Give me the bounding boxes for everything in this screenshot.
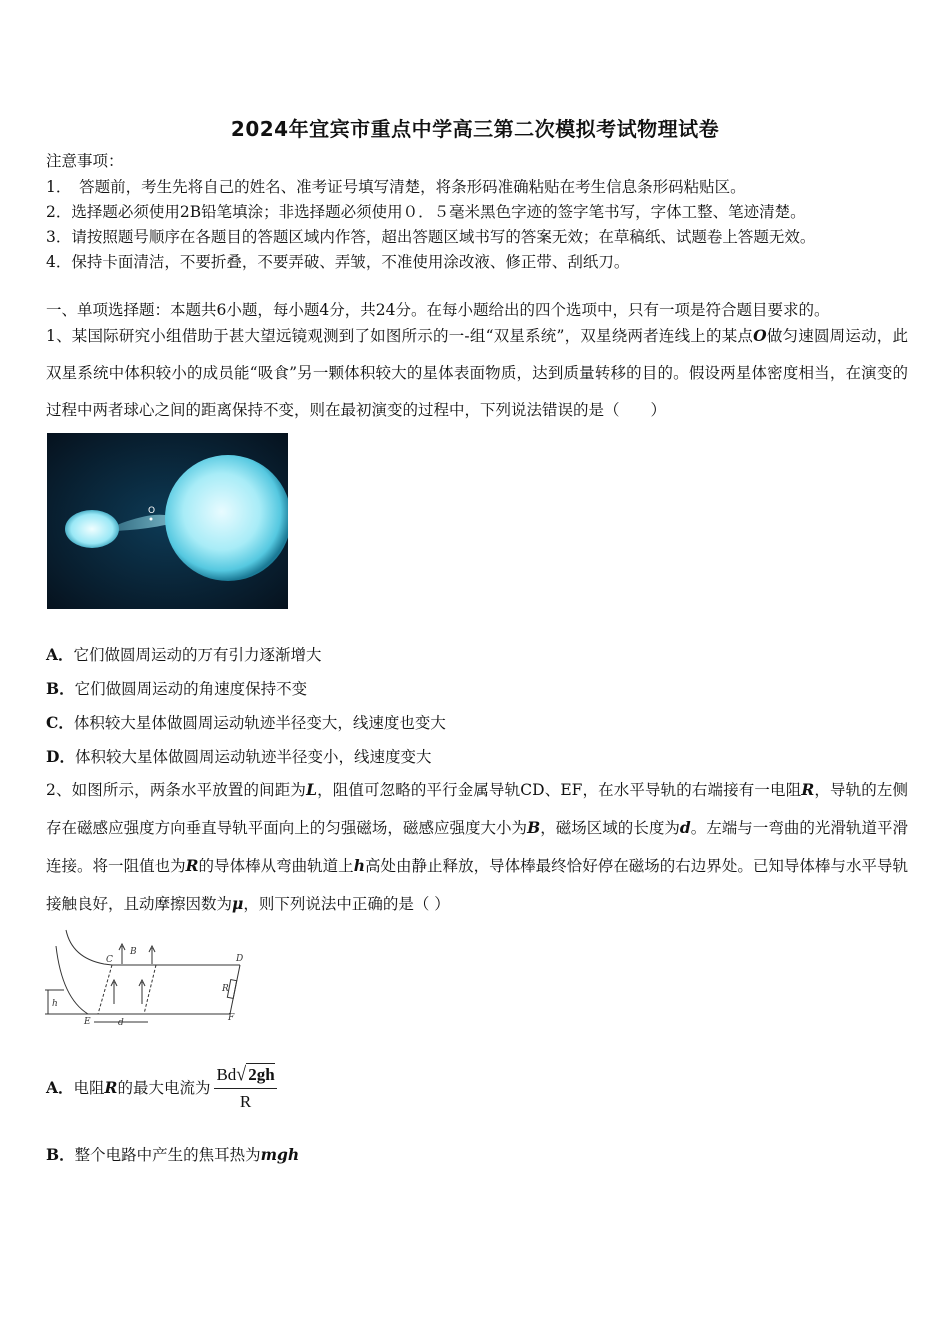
q2-stem-4: ，磁场区域的长度为 [540,819,680,837]
q1-stem-part-a: 1、某国际研究小组借助于甚大望远镜观测到了如图所示的一-组“双星系统”，双星绕两者连线上的某点 [46,327,754,345]
center-point-dot [150,518,153,521]
q2-option-b-var: mgh [260,1145,300,1164]
q1-option-c-letter: C． [46,713,74,732]
rail-circuit-diagram [44,928,250,1028]
q2-option-b-letter: B． [46,1145,75,1164]
q1-option-d-letter: D． [46,747,75,766]
binary-star-image [47,433,288,609]
numerator-sqrt: 2gh [248,1065,275,1084]
notice-item-2: 2．选择题必须使用2B铅笔填涂；非选择题必须使用０．５毫米黑色字迹的签字笔书写，字体工整、笔迹清楚。 [46,203,806,221]
fraction-denominator: R [239,1092,252,1111]
small-star [65,510,119,548]
large-star [165,455,288,581]
q2-option-a-text-1: 电阻 [73,1079,105,1097]
fraction-numerator [214,1063,276,1089]
q1-option-b-text: 它们做圆周运动的角速度保持不变 [74,680,308,698]
label-b: B [130,947,137,957]
question-1-stem [46,317,908,429]
label-r: R [222,984,229,994]
numerator-bd: Bd [216,1065,237,1084]
q2-stem-1: 2、如图所示，两条水平放置的间距为 [46,781,307,799]
label-e: E [84,1017,91,1027]
q2-var-r2: R [185,856,199,875]
label-d-length: d [118,1018,124,1028]
section-heading: 一、单项选择题：本题共6小题，每小题4分，共24分。在每小题给出的四个选项中，只有一项是符合题目要求的。 [46,301,830,319]
field-boundary-right [144,965,156,1014]
q2-var-mu: μ [232,894,244,913]
label-h: h [52,999,58,1009]
q1-option-a-text: 它们做圆周运动的万有引力逐渐增大 [73,646,322,664]
max-current-fraction [214,1063,276,1113]
center-point-label: O [148,506,156,516]
q2-stem-5: 。左端与一弯曲的光滑轨道平滑连接。将一阻值也为 [46,819,908,875]
q2-option-a[interactable] [46,1063,277,1113]
notice-item-1: 1． 答题前，考生先将自己的姓名、准考证号填写清楚，将条形码准确粘贴在考生信息条形码粘贴区。 [46,178,746,196]
notice-item-4: 4．保持卡面清洁，不要折叠，不要弄破、弄皱，不准使用涂改液、修正带、刮纸刀。 [46,253,630,271]
q2-var-l: L [306,780,317,799]
label-d-point: D [236,954,244,964]
q1-option-a-letter: A． [46,645,74,664]
q2-var-d: d [679,818,691,837]
q1-option-b-letter: B． [46,679,75,698]
q2-stem-7: 高处由静止释放，导体棒最终恰好停在磁场的右边界处。已知导体棒与水平导轨接触良好，且动摩擦因数为 [46,857,908,913]
q2-stem-2: ，阻值可忽略的平行金属导轨CD、EF，在水平导轨的右端接有一电阻 [316,781,802,799]
q1-option-c-text: 体积较大星体做圆周运动轨迹半径变大，线速度也变大 [73,714,446,732]
notice-item-3: 3．请按照题号顺序在各题目的答题区域内作答，超出答题区域书写的答案无效；在草稿纸、试题卷上答题无效。 [46,228,816,246]
q1-option-a[interactable] [46,643,322,665]
field-boundary-left [98,965,112,1014]
q2-option-a-text-2: 的最大电流为 [117,1079,211,1097]
q1-option-d-text: 体积较大星体做圆周运动轨迹半径变小，线速度变大 [74,748,432,766]
q1-option-d[interactable] [46,745,431,767]
q1-stem-part-b: 做匀速圆周运动，此双星系统中体积较小的成员能“吸食”另一颗体积较大的星体表面物质，达到质量转移的目的。假设两星体密度相当，在演变的过程中两者球心之间的距离保持不变，则在最初演变的过程中，下列说法错误的是（ ） [46,327,908,419]
label-f: F [228,1013,235,1023]
q2-stem-3: ，导轨的左侧存在磁感应强度方向垂直导轨平面向上的匀强磁场，磁感应强度大小为 [46,781,908,837]
notice-heading: 注意事项： [46,152,124,170]
sqrt-icon: √ [236,1063,247,1085]
q1-option-b[interactable] [46,677,307,699]
label-c: C [106,955,113,965]
question-2-stem [46,771,908,923]
q2-option-a-var: R [104,1078,118,1097]
page-title: 2024年宜宾市重点中学高三第二次模拟考试物理试卷 [230,117,720,141]
q2-stem-6: 的导体棒从弯曲轨道上 [198,857,354,875]
q1-point-label: O [753,326,767,345]
q2-var-h: h [353,856,365,875]
q2-stem-8: ，则下列说法中正确的是（ ） [243,895,450,913]
q2-option-a-letter: A． [46,1078,74,1097]
q2-option-b[interactable] [46,1143,299,1165]
q1-option-c[interactable] [46,711,446,733]
q2-option-b-text: 整个电路中产生的焦耳热为 [74,1146,261,1164]
q2-var-b: B [527,818,541,837]
q2-var-r: R [801,780,815,799]
